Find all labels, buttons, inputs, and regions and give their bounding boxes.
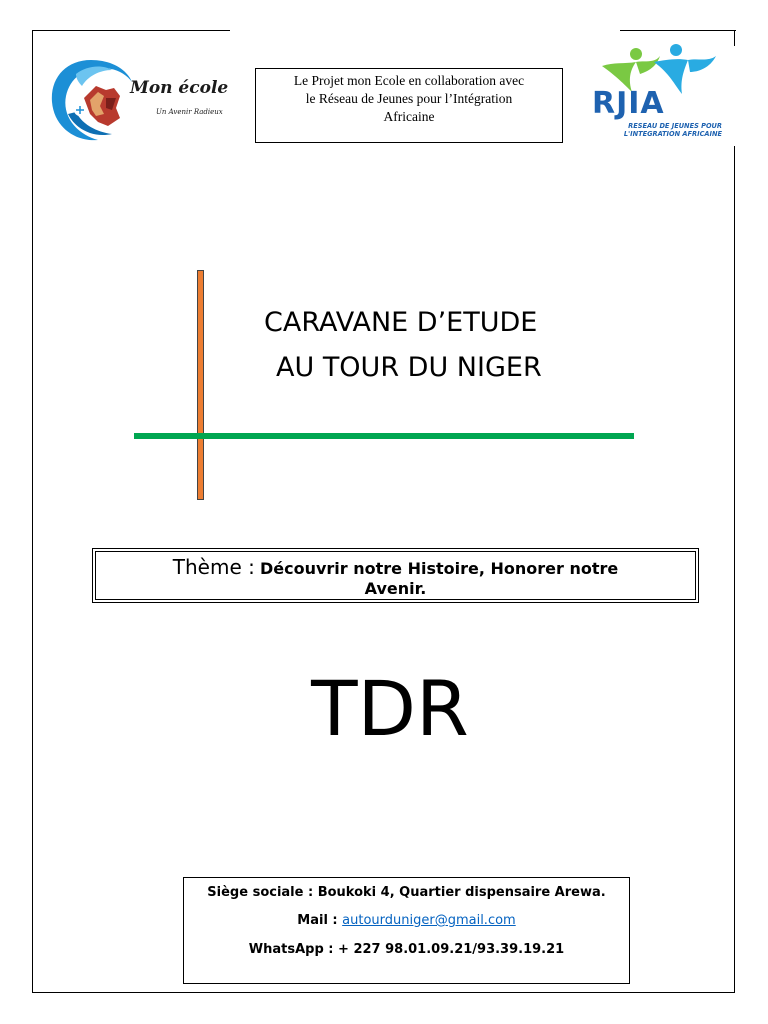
rjia-logo (584, 40, 734, 146)
page-border (32, 30, 735, 993)
mon-ecole-slogan: Un Avenir Radieux (156, 108, 223, 116)
header-box (255, 68, 563, 143)
contact-mail-line (184, 913, 629, 928)
mon-ecole-emblem-icon (46, 52, 136, 146)
theme-inner (95, 551, 696, 600)
rjia-tagline: RESEAU DE JEUNES POUR L'INTEGRATION AFRICAINE (623, 122, 722, 138)
contact-whatsapp: WhatsApp : + 227 98.01.09.21/93.39.19.21 (248, 942, 565, 957)
contact-mail-link[interactable]: autourduniger@gmail.com (342, 913, 516, 928)
contact-mail-label: Mail : (297, 913, 343, 928)
mon-ecole-brand: Mon école (130, 78, 229, 98)
document-type: TDR (311, 664, 469, 753)
page-border-top-left (32, 30, 230, 31)
horizontal-accent-bar (134, 433, 634, 439)
theme-box (92, 548, 699, 603)
mon-ecole-logo (46, 52, 236, 146)
page-border-top-right (620, 30, 736, 31)
theme-text-line-1: Découvrir notre Histoire, Honorer notre (259, 559, 619, 578)
contact-siege: Siège sociale : Boukoki 4, Quartier dispensaire Arewa. (207, 885, 606, 900)
header-line-3: Africaine (383, 109, 435, 124)
vertical-accent-bar (197, 270, 204, 500)
title-line-1: CARAVANE D’ETUDE (264, 307, 538, 338)
theme-text-line-2: Avenir. (364, 579, 427, 598)
title-line-2: AU TOUR DU NIGER (276, 352, 542, 383)
header-line-1: Le Projet mon Ecole en collaboration avec (293, 73, 525, 88)
contact-box (183, 877, 630, 984)
rjia-acronym: RJIA (592, 86, 665, 121)
header-line-2: le Réseau de Jeunes pour l’Intégration (305, 91, 513, 106)
theme-label: Thème : (172, 555, 255, 579)
